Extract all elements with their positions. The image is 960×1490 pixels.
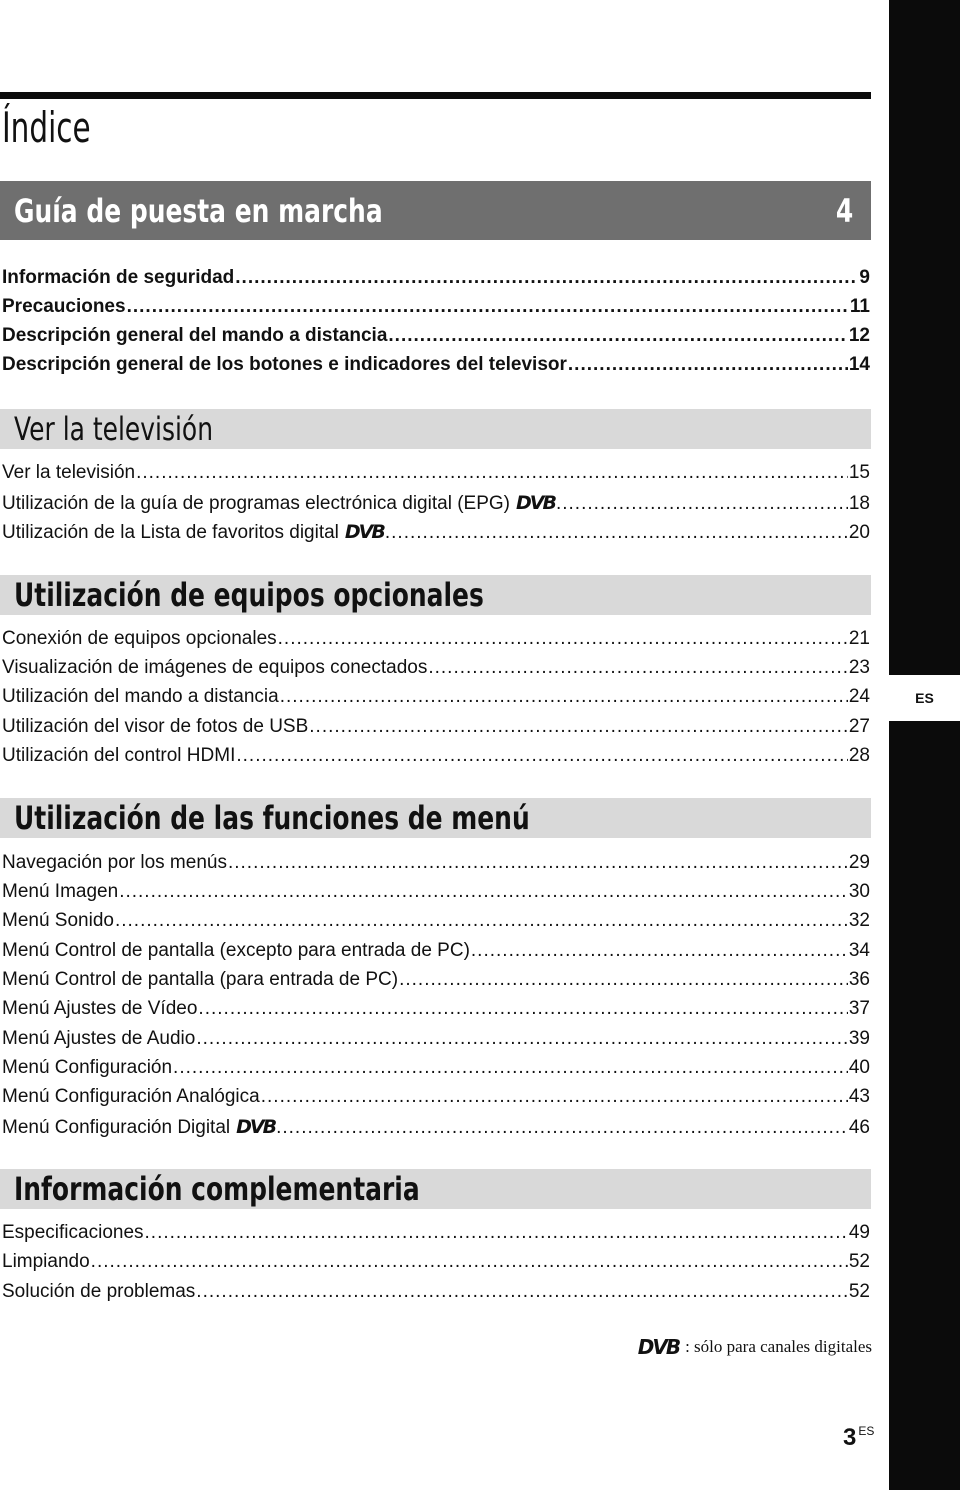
dvb-icon: DVB — [637, 1335, 680, 1359]
toc-entry-menu-sonido[interactable]: Menú Sonido ..... 32 — [2, 910, 870, 939]
section-header-ver-television[interactable] — [0, 409, 871, 449]
toc-entry-control-pantalla-excepto-pc[interactable]: Menú Control de pantalla (excepto para entrada de PC) ..... 34 — [2, 940, 870, 969]
title-rule — [0, 92, 871, 99]
section-header-funciones-menu[interactable] — [0, 798, 871, 838]
section-page: 4 — [835, 191, 853, 230]
toc-entry-configuracion[interactable]: Menú Configuración ..... 40 — [2, 1057, 870, 1086]
toc-entry-menu-imagen[interactable]: Menú Imagen ..... 30 — [2, 881, 870, 910]
toc-entry-control-hdmi[interactable]: Utilización del control HDMI ..... 28 — [2, 745, 870, 774]
toc-entry-precauciones[interactable]: Precauciones ..... 11 — [2, 296, 870, 325]
legend-text: : sólo para canales digitales — [685, 1337, 872, 1356]
dvb-icon: DVB — [515, 492, 555, 514]
toc-entry-configuracion-analogica[interactable]: Menú Configuración Analógica ..... 43 — [2, 1086, 870, 1115]
toc-entry-botones-indicadores[interactable]: Descripción general de los botones e indicadores del televisor ..... 14 — [2, 354, 870, 383]
toc-entry-informacion-seguridad[interactable]: Información de seguridad ..... 9 — [2, 267, 870, 296]
section-title: Utilización de las funciones de menú — [14, 799, 530, 837]
dvb-legend — [638, 1335, 872, 1359]
dvb-icon: DVB — [344, 521, 384, 543]
toc-entry-ajustes-audio[interactable]: Menú Ajustes de Audio ..... 39 — [2, 1028, 870, 1057]
toc-entry-conexion-equipos[interactable]: Conexión de equipos opcionales ..... 21 — [2, 628, 870, 657]
page-title: Índice — [2, 103, 91, 152]
toc-entry-visualizacion-imagenes[interactable]: Visualización de imágenes de equipos conectados ..... 23 — [2, 657, 870, 686]
toc-entry-mando-distancia[interactable]: Descripción general del mando a distancia ..... 12 — [2, 325, 870, 354]
section-header-equipos-opcionales[interactable] — [0, 575, 871, 615]
toc-entry-control-pantalla-pc[interactable]: Menú Control de pantalla (para entrada de PC) ..... 36 — [2, 969, 870, 998]
toc-entry-limpiando[interactable]: Limpiando ..... 52 — [2, 1251, 870, 1280]
toc-entry-visor-fotos-usb[interactable]: Utilización del visor de fotos de USB ..... 27 — [2, 716, 870, 745]
toc-entry-solucion-problemas[interactable]: Solución de problemas ..... 52 — [2, 1281, 870, 1310]
toc-entry-configuracion-digital[interactable]: Menú Configuración Digital DVB ..... 46 — [2, 1116, 870, 1145]
toc-entry-especificaciones[interactable]: Especificaciones ..... 49 — [2, 1222, 870, 1251]
toc-entry-ver-television[interactable]: Ver la televisión ..... 15 — [2, 462, 870, 491]
section-title: Guía de puesta en marcha — [14, 191, 383, 230]
toc-entry-favoritos[interactable]: Utilización de la Lista de favoritos digital DVB ..... 20 — [2, 521, 870, 550]
side-black-bar — [889, 0, 960, 1490]
toc-entry-utilizacion-mando[interactable]: Utilización del mando a distancia ..... 24 — [2, 686, 870, 715]
section-header-informacion-complementaria[interactable] — [0, 1169, 871, 1209]
toc-entry-ajustes-video[interactable]: Menú Ajustes de Vídeo ..... 37 — [2, 998, 870, 1027]
language-tab: ES — [889, 675, 960, 721]
toc-entry-navegacion-menus[interactable]: Navegación por los menús ..... 29 — [2, 852, 870, 881]
section-title: Información complementaria — [14, 1170, 420, 1208]
section-header-guia[interactable] — [0, 181, 871, 240]
section-title: Utilización de equipos opcionales — [14, 576, 484, 614]
toc-entry-epg[interactable]: Utilización de la guía de programas electrónica digital (EPG) DVB ..... 18 — [2, 492, 870, 521]
section-title: Ver la televisión — [14, 410, 214, 448]
page-number: 3 $^{ES}$ — [843, 1424, 875, 1451]
dvb-icon: DVB — [236, 1116, 276, 1138]
